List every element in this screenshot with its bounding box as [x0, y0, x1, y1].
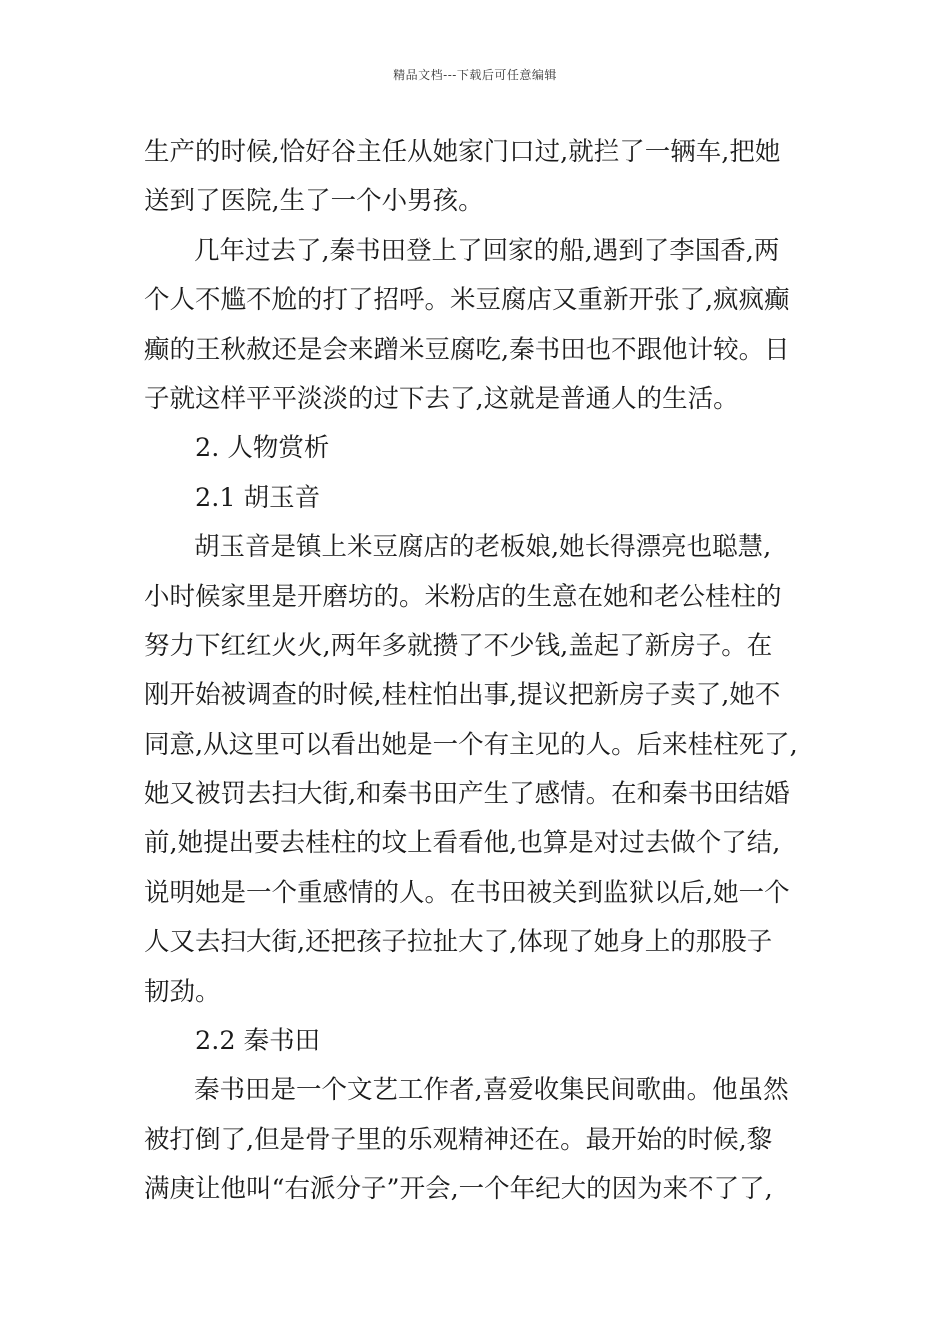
- text-line: 子就这样平平淡淡的过下去了,这就是普通人的生活。: [144, 383, 739, 414]
- document-body: [144, 128, 820, 1215]
- text-line: 刚开始被调查的时候,桂柱怕出事,提议把新房子卖了,她不: [144, 680, 781, 711]
- text-line: 生产的时候,恰好谷主任从她家门口过,就拦了一辆车,把她: [144, 137, 781, 167]
- text-line: 人又去扫大街,还把孩子拉扯大了,体现了她身上的那股子: [144, 927, 773, 958]
- text-line: 个人不尴不尬的打了招呼。米豆腐店又重新开张了,疯疯癫: [144, 285, 790, 316]
- text-line: 韧劲。: [144, 976, 221, 1007]
- paragraph-start-line: 胡玉音是镇上米豆腐店的老板娘,她长得漂亮也聪慧,: [194, 532, 772, 563]
- text-line: 送到了医院,生了一个小男孩。: [144, 186, 484, 217]
- text-line: 说明她是一个重感情的人。在书田被关到监狱以后,她一个: [144, 877, 790, 908]
- subsection-heading: 2.2 秦书田: [195, 1026, 321, 1057]
- paragraph-start-line: 几年过去了,秦书田登上了回家的船,遇到了李国香,两: [194, 235, 780, 266]
- text-line: 小时候家里是开磨坊的。米粉店的生意在她和老公桂柱的: [144, 581, 782, 612]
- paragraph-start-line: 秦书田是一个文艺工作者,喜爱收集民间歌曲。他虽然: [194, 1075, 789, 1106]
- text-line: 努力下红红火火,两年多就攒了不少钱,盖起了新房子。在: [144, 630, 773, 661]
- text-line: 被打倒了,但是骨子里的乐观精神还在。最开始的时候,黎: [144, 1124, 773, 1155]
- subsection-heading: 2.1 胡玉音: [195, 482, 321, 513]
- text-line: 同意,从这里可以看出她是一个有主见的人。后来桂柱死了,: [144, 729, 798, 760]
- page-header: 精品文档---下载后可任意编辑: [393, 68, 557, 82]
- text-line: 满庚让他叫“右派分子”开会,一个年纪大的因为来不了了,: [144, 1174, 773, 1205]
- section-heading: 2. 人物赏析: [195, 433, 330, 464]
- text-line: 癫的王秋赦还是会来蹭米豆腐吃,秦书田也不跟他计较。日: [144, 334, 790, 365]
- text-line: 前,她提出要去桂柱的坟上看看他,也算是对过去做个了结,: [144, 828, 781, 859]
- text-line: 她又被罚去扫大街,和秦书田产生了感情。在和秦书田结婚: [144, 779, 790, 810]
